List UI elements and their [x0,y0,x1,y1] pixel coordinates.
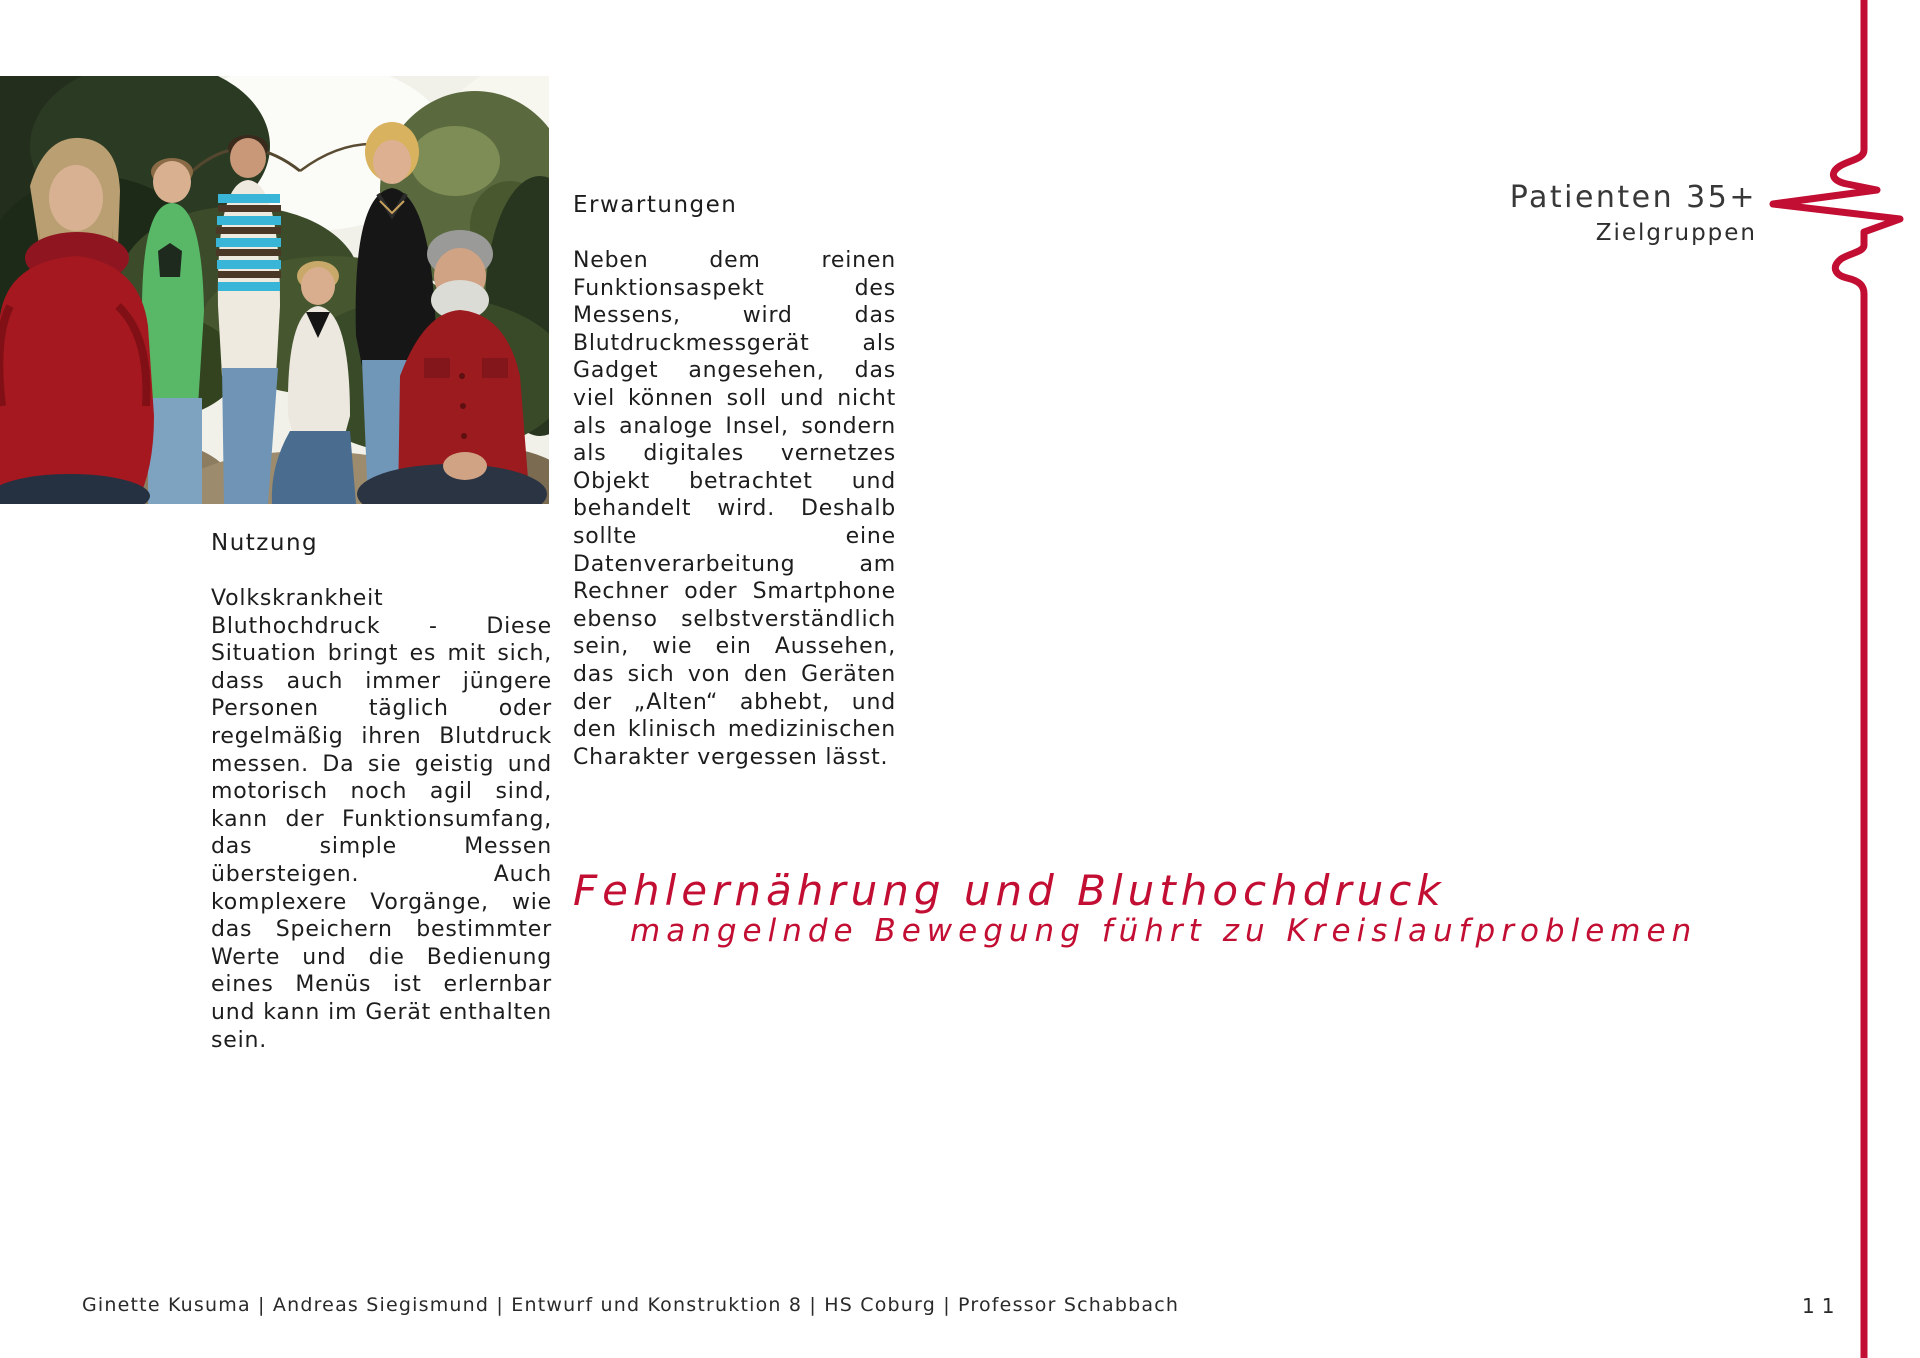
group-photo [0,76,549,504]
headline-line1: Fehlernährung und Bluthochdruck [573,866,1446,915]
section-erwartungen [573,191,896,771]
section-erwartungen-body: Neben dem reinen Funktionsaspekt des Messens, wird das Blutdruckmessgerät als Gadget angesehen, das viel können soll und nicht als analoge Insel, sondern als digitales vernetzes Objekt betrachtet und behandelt wird. Deshalb sollte eine Datenverarbeitung am Rechner oder Smartphone ebenso selbstverständlich sein, wie ein Aussehen, das sich von den Geräten der „Alten“ abhebt, und den klinisch medizinischen Charakter vergessen lässt. [573,248,896,770]
section-nutzung-heading: Nutzung [211,530,319,556]
page-title: Patienten 35+ [1509,180,1757,215]
section-erwartungen-heading: Erwartungen [573,192,738,218]
section-nutzung [211,529,552,1054]
footer-credits: Ginette Kusuma | Andreas Siegismund | Entwurf und Konstruktion 8 | HS Coburg | Professor Schabbach [82,1294,1180,1316]
page-subtitle: Zielgruppen [1595,220,1757,246]
zone-header [1510,182,1757,246]
headline-line2: mangelnde Bewegung führt zu Kreislaufproblemen [630,913,1698,949]
page-number: 11 [1802,1294,1842,1318]
section-nutzung-body: Volkskrankheit Bluthochdruck - Diese Situation bringt es mit sich, dass auch immer jüngere Personen täglich oder regelmäßig ihren Blutdruck messen. Da sie geistig und motorisch noch agil sind, kann der Funktionsumfang, das simple Messen übersteigen. Auch komplexere Vorgänge, wie das Speichern bestimmter Werte und die Bedienung eines Menüs ist erlernbar und kann im Gerät enthalten sein. [211,586,552,1053]
ekg-heartbeat-icon [1730,0,1920,1358]
group-photo-illustration [0,76,549,504]
